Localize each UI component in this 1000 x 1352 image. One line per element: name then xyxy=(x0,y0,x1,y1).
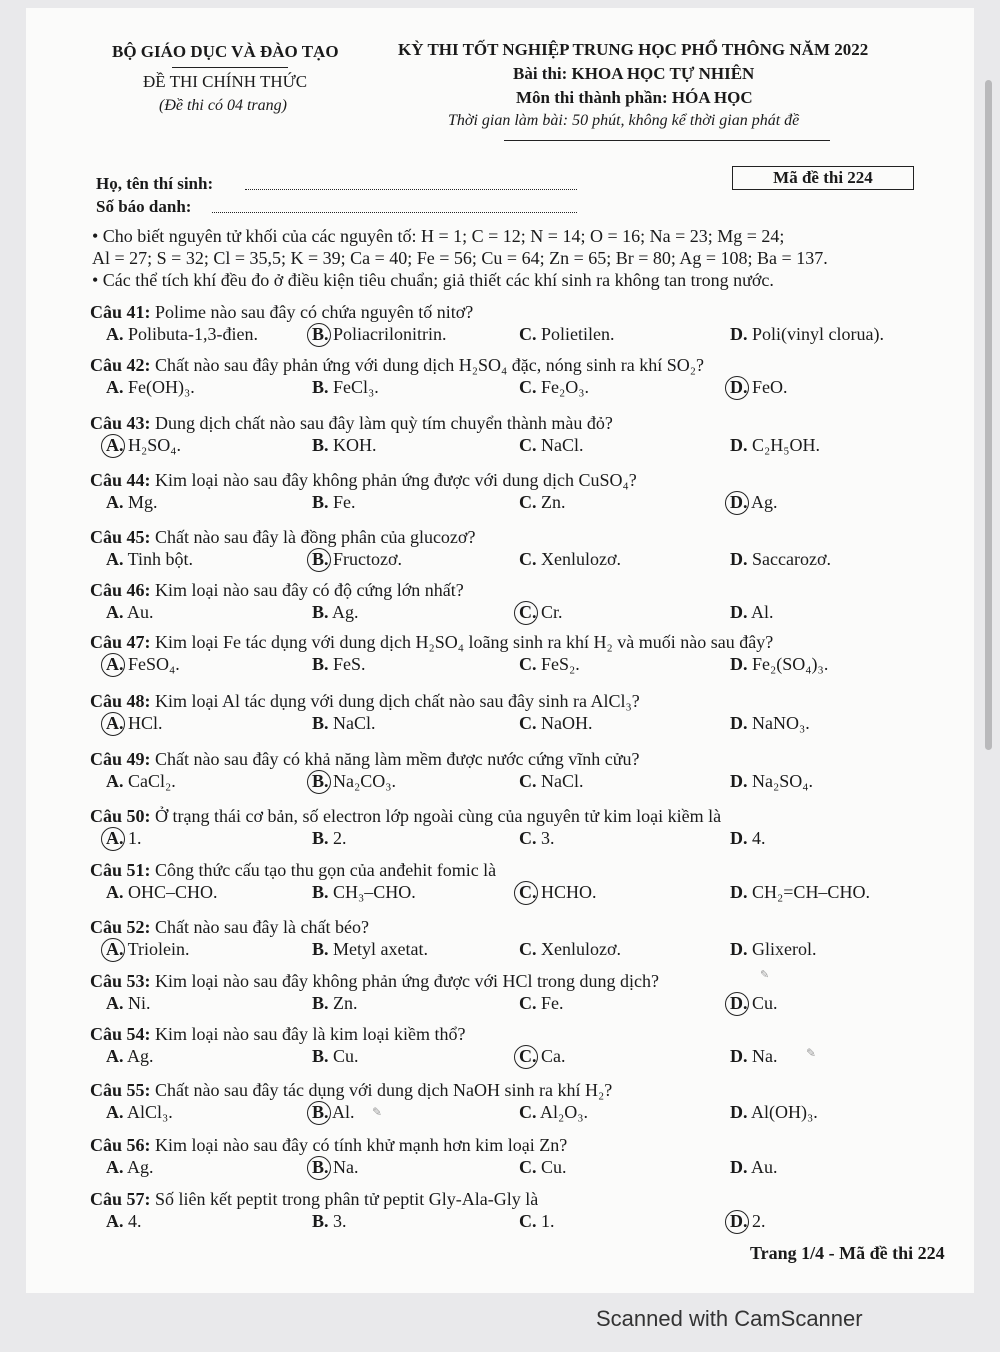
pages-note: (Đề thi có 04 trang) xyxy=(159,97,287,114)
answer-circle-mark xyxy=(101,938,125,962)
option-b-q49: B. Na₂CO₃. xyxy=(312,771,397,791)
question-text: Kim loại Fe tác dụng với dung dịch H₂SO₄ loãng sinh ra khí H₂ và muối nào sau đây? xyxy=(150,632,774,652)
question-text: Chất nào sau đây tác dụng với dung dịch NaOH sinh ra khí H₂? xyxy=(150,1080,613,1100)
pencil-note-55: ✎ xyxy=(372,1105,383,1119)
option-c-q49: C. NaCl. xyxy=(519,771,584,791)
answer-circle-mark xyxy=(725,376,749,400)
option-b-q46: B. Ag. xyxy=(312,602,359,622)
question-number: Câu 43: xyxy=(90,413,151,433)
option-a-q52: A. Triolein. xyxy=(106,939,190,959)
option-d-q51: D. CH₂=CH–CHO. xyxy=(730,882,870,902)
option-c-q44: C. Zn. xyxy=(519,492,566,512)
answer-circle-mark xyxy=(514,881,538,905)
question-text: Số liên kết peptit trong phân tử peptit Gly-Ala-Gly là xyxy=(150,1189,539,1209)
ministry-name: BỘ GIÁO DỤC VÀ ĐÀO TẠO xyxy=(112,42,339,61)
answer-circle-mark xyxy=(101,653,125,677)
answer-circle-mark xyxy=(307,1101,331,1125)
question-number: Câu 56: xyxy=(90,1135,151,1155)
option-b-q45: B. Fructozơ. xyxy=(312,549,403,569)
option-c-q55: C. Al₂O₃. xyxy=(519,1102,589,1122)
option-d-q47: D. Fe₂(SO₄)₃. xyxy=(730,654,829,674)
option-d-q45: D. Saccarozơ. xyxy=(730,549,831,569)
option-d-q48: D. NaNO₃. xyxy=(730,713,810,733)
option-a-q50: A. 1. xyxy=(106,828,142,848)
pencil-note-53: ✎ xyxy=(760,968,770,981)
option-a-q56: A. Ag. xyxy=(106,1157,154,1177)
option-b-q42: B. FeCl₃. xyxy=(312,377,379,397)
option-d-q41: D. Poli(vinyl clorua). xyxy=(730,324,884,344)
answer-circle-mark xyxy=(101,434,125,458)
option-a-q51: A. OHC–CHO. xyxy=(106,882,218,902)
option-a-q53: A. Ni. xyxy=(106,993,151,1013)
question-text: Công thức cấu tạo thu gọn của anđehit fomic là xyxy=(150,860,497,880)
question-number: Câu 53: xyxy=(90,971,151,991)
option-c-q42: C. Fe₂O₃. xyxy=(519,377,590,397)
question-number: Câu 45: xyxy=(90,527,151,547)
question-44 xyxy=(90,470,637,491)
question-text: Kim loại Al tác dụng với dung dịch chất nào sau đây sinh ra AlCl₃? xyxy=(150,691,640,711)
option-c-q52: C. Xenlulozơ. xyxy=(519,939,621,959)
candidate-name-label: Họ, tên thí sinh: xyxy=(96,174,214,193)
subject-line: Bài thi: KHOA HỌC TỰ NHIÊN xyxy=(513,64,755,83)
question-47 xyxy=(90,632,773,653)
question-54 xyxy=(90,1024,465,1045)
candidate-id-label: Số báo danh: xyxy=(96,197,192,216)
page-footer: Trang 1/4 - Mã đề thi 224 xyxy=(750,1243,945,1263)
option-b-q54: B. Cu. xyxy=(312,1046,359,1066)
question-43 xyxy=(90,413,613,434)
option-a-q49: A. CaCl₂. xyxy=(106,771,176,791)
candidate-id-line xyxy=(212,212,577,213)
option-c-q57: C. 1. xyxy=(519,1211,555,1231)
question-number: Câu 47: xyxy=(90,632,151,652)
question-number: Câu 46: xyxy=(90,580,151,600)
component-line: Môn thi thành phần: HÓA HỌC xyxy=(516,88,753,107)
question-text: Kim loại nào sau đây không phản ứng được với dung dịch CuSO₄? xyxy=(150,470,637,490)
option-c-q45: C. Xenlulozơ. xyxy=(519,549,621,569)
vertical-scrollbar[interactable] xyxy=(985,80,992,750)
option-a-q57: A. 4. xyxy=(106,1211,142,1231)
question-number: Câu 57: xyxy=(90,1189,151,1209)
official-label: ĐỀ THI CHÍNH THỨC xyxy=(143,72,308,91)
answer-circle-mark xyxy=(307,770,331,794)
option-d-q42: D. FeO. xyxy=(730,377,788,397)
option-a-q46: A. Au. xyxy=(106,602,154,622)
question-49 xyxy=(90,749,639,770)
option-d-q57: D. 2. xyxy=(730,1211,766,1231)
option-c-q47: C. FeS₂. xyxy=(519,654,580,674)
answer-circle-mark xyxy=(514,601,538,625)
option-d-q53: D. Cu. xyxy=(730,993,778,1013)
answer-circle-mark xyxy=(725,992,749,1016)
option-d-q46: D. Al. xyxy=(730,602,774,622)
question-text: Kim loại nào sau đây không phản ứng được với HCl trong dung dịch? xyxy=(150,971,659,991)
option-d-q52: D. Glixerol. xyxy=(730,939,817,959)
question-text: Chất nào sau đây là đồng phân của glucozơ? xyxy=(150,527,476,547)
option-d-q43: D. C₂H₅OH. xyxy=(730,435,821,455)
option-b-q48: B. NaCl. xyxy=(312,713,376,733)
option-b-q41: B. Poliacrilonitrin. xyxy=(312,324,447,344)
atomic-mass-line-2: Al = 27; S = 32; Cl = 35,5; K = 39; Ca = 40; Fe = 56; Cu = 64; Zn = 65; Br = 80; Ag = 108; Ba = 137. xyxy=(92,248,828,268)
candidate-name-line xyxy=(245,189,577,190)
option-c-q46: C. Cr. xyxy=(519,602,563,622)
question-number: Câu 52: xyxy=(90,917,151,937)
option-b-q43: B. KOH. xyxy=(312,435,377,455)
option-c-q50: C. 3. xyxy=(519,828,555,848)
option-b-q50: B. 2. xyxy=(312,828,347,848)
option-d-q55: D. Al(OH)₃. xyxy=(730,1102,818,1122)
question-53 xyxy=(90,971,659,992)
time-line: Thời gian làm bài: 50 phút, không kể thời gian phát đề xyxy=(448,112,800,129)
option-c-q41: C. Polietilen. xyxy=(519,324,615,344)
option-a-q54: A. Ag. xyxy=(106,1046,154,1066)
option-b-q47: B. FeS. xyxy=(312,654,366,674)
header-underline xyxy=(504,140,830,141)
option-c-q43: C. NaCl. xyxy=(519,435,584,455)
question-text: Ở trạng thái cơ bản, số electron lớp ngoài cùng của nguyên tử kim loại kiềm là xyxy=(150,806,722,826)
question-48 xyxy=(90,691,640,712)
question-number: Câu 54: xyxy=(90,1024,151,1044)
exam-title: KỲ THI TỐT NGHIỆP TRUNG HỌC PHỔ THÔNG NĂM 2022 xyxy=(398,40,869,59)
option-c-q54: C. Ca. xyxy=(519,1046,566,1066)
question-42 xyxy=(90,355,704,376)
answer-circle-mark xyxy=(101,827,125,851)
option-c-q56: C. Cu. xyxy=(519,1157,567,1177)
option-a-q42: A. Fe(OH)₃. xyxy=(106,377,195,397)
option-a-q41: A. Polibuta-1,3-đien. xyxy=(106,324,258,344)
question-number: Câu 50: xyxy=(90,806,151,826)
option-d-q50: D. 4. xyxy=(730,828,766,848)
question-text: Chất nào sau đây có khả năng làm mềm được nước cứng vĩnh cửu? xyxy=(150,749,640,769)
option-d-q49: D. Na₂SO₄. xyxy=(730,771,814,791)
question-50 xyxy=(90,806,721,827)
atomic-mass-line-1: • Cho biết nguyên tử khối của các nguyên tố: H = 1; C = 12; N = 14; O = 16; Na = 23; Mg = 24; xyxy=(92,226,785,246)
question-46 xyxy=(90,580,464,601)
option-b-q53: B. Zn. xyxy=(312,993,358,1013)
option-b-q44: B. Fe. xyxy=(312,492,356,512)
option-a-q43: A. H₂SO₄. xyxy=(106,435,182,455)
option-b-q55: B. Al. xyxy=(312,1102,355,1122)
pencil-note-54: ✎ xyxy=(806,1046,817,1060)
option-c-q48: C. NaOH. xyxy=(519,713,593,733)
option-a-q55: A. AlCl₃. xyxy=(106,1102,173,1122)
option-b-q51: B. CH₃–CHO. xyxy=(312,882,416,902)
question-number: Câu 41: xyxy=(90,302,151,322)
answer-circle-mark xyxy=(725,1210,749,1234)
option-d-q44: D. Ag. xyxy=(730,492,778,512)
question-number: Câu 51: xyxy=(90,860,151,880)
exam-code-box: Mã đề thi 224 xyxy=(732,166,914,190)
camscanner-watermark: Scanned with CamScanner xyxy=(596,1306,863,1331)
question-number: Câu 49: xyxy=(90,749,151,769)
option-a-q47: A. FeSO₄. xyxy=(106,654,180,674)
answer-circle-mark xyxy=(307,1156,331,1180)
question-text: Chất nào sau đây phản ứng với dung dịch H₂SO₄ đặc, nóng sinh ra khí SO₂? xyxy=(150,355,705,375)
question-number: Câu 44: xyxy=(90,470,151,490)
question-57 xyxy=(90,1189,538,1210)
option-a-q48: A. HCl. xyxy=(106,713,163,733)
option-a-q44: A. Mg. xyxy=(106,492,158,512)
question-55 xyxy=(90,1080,612,1101)
answer-circle-mark xyxy=(307,548,331,572)
question-text: Polime nào sau đây có chứa nguyên tố nitơ? xyxy=(150,302,474,322)
question-number: Câu 48: xyxy=(90,691,151,711)
gas-conditions-note: • Các thể tích khí đều đo ở điều kiện tiêu chuẩn; giả thiết các khí sinh ra không tan trong nước. xyxy=(92,270,774,290)
option-c-q53: C. Fe. xyxy=(519,993,564,1013)
option-b-q52: B. Metyl axetat. xyxy=(312,939,428,959)
question-text: Kim loại nào sau đây có tính khử mạnh hơn kim loại Zn? xyxy=(150,1135,568,1155)
answer-circle-mark xyxy=(514,1045,538,1069)
option-c-q51: C. HCHO. xyxy=(519,882,597,902)
question-text: Chất nào sau đây là chất béo? xyxy=(150,917,369,937)
option-b-q57: B. 3. xyxy=(312,1211,347,1231)
answer-circle-mark xyxy=(307,323,331,347)
ministry-underline xyxy=(172,67,288,68)
option-d-q54: D. Na. xyxy=(730,1046,778,1066)
question-45 xyxy=(90,527,475,548)
question-text: Dung dịch chất nào sau đây làm quỳ tím chuyển thành màu đỏ? xyxy=(150,413,613,433)
question-52 xyxy=(90,917,369,938)
question-41 xyxy=(90,302,473,323)
option-b-q56: B. Na. xyxy=(312,1157,359,1177)
answer-circle-mark xyxy=(101,712,125,736)
question-text: Kim loại nào sau đây có độ cứng lớn nhất? xyxy=(150,580,464,600)
question-51 xyxy=(90,860,496,881)
question-number: Câu 55: xyxy=(90,1080,151,1100)
question-56 xyxy=(90,1135,567,1156)
option-d-q56: D. Au. xyxy=(730,1157,778,1177)
question-number: Câu 42: xyxy=(90,355,151,375)
question-text: Kim loại nào sau đây là kim loại kiềm thổ? xyxy=(150,1024,466,1044)
answer-circle-mark xyxy=(725,491,749,515)
option-a-q45: A. Tinh bột. xyxy=(106,549,194,569)
